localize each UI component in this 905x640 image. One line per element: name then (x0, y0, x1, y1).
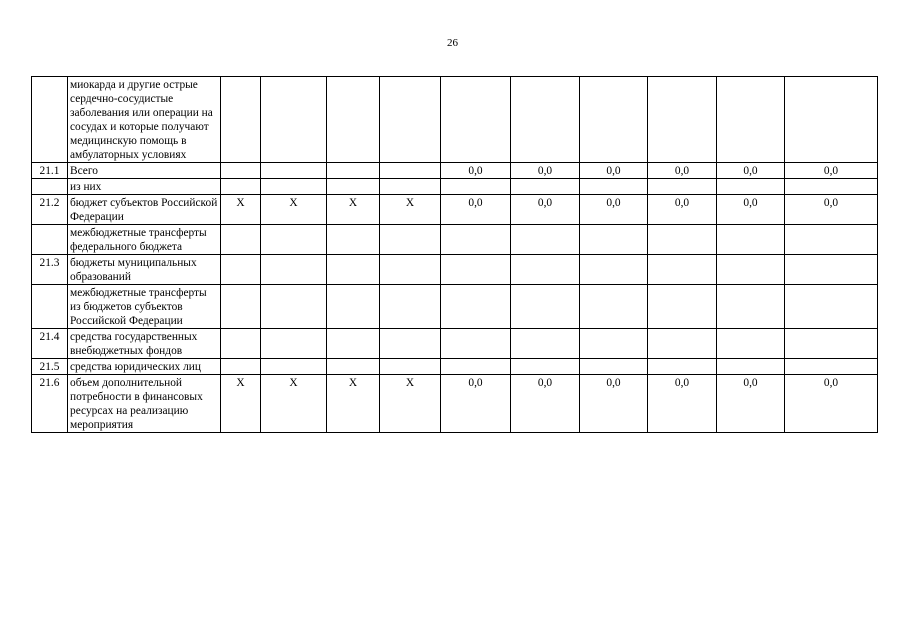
row-label: средства юридических лиц (68, 359, 221, 375)
value-cell (511, 359, 580, 375)
value-cell (221, 255, 261, 285)
row-label: межбюджетные трансферты из бюджетов субъектов Российской Федерации (68, 285, 221, 329)
value-cell (580, 179, 648, 195)
value-cell (648, 359, 717, 375)
value-cell (785, 179, 878, 195)
table-body (32, 77, 878, 433)
row-number: 21.5 (32, 359, 68, 375)
value-cell (221, 77, 261, 163)
value-cell: X (327, 195, 380, 225)
value-cell (785, 329, 878, 359)
row-label: из них (68, 179, 221, 195)
value-cell (580, 359, 648, 375)
value-cell (717, 179, 785, 195)
value-cell (717, 329, 785, 359)
value-cell (785, 77, 878, 163)
value-cell (648, 255, 717, 285)
value-cell (648, 179, 717, 195)
table-row (32, 375, 878, 433)
value-cell (261, 285, 327, 329)
table-row (32, 77, 878, 163)
value-cell: 0,0 (441, 375, 511, 433)
value-cell (221, 163, 261, 179)
value-cell (648, 225, 717, 255)
row-label: средства государственных внебюджетных фондов (68, 329, 221, 359)
value-cell (380, 255, 441, 285)
value-cell (717, 359, 785, 375)
value-cell (717, 77, 785, 163)
value-cell (261, 359, 327, 375)
value-cell: 0,0 (648, 195, 717, 225)
value-cell: X (380, 375, 441, 433)
value-cell (261, 225, 327, 255)
value-cell: 0,0 (580, 195, 648, 225)
value-cell (261, 255, 327, 285)
value-cell (580, 255, 648, 285)
value-cell (327, 77, 380, 163)
row-number: 21.3 (32, 255, 68, 285)
value-cell: X (261, 195, 327, 225)
table-row (32, 179, 878, 195)
row-label: миокарда и другие острые сердечно-сосудистые заболевания или операции на сосудах и которые получают медицинскую помощь в амбулаторных условиях (68, 77, 221, 163)
budget-table (31, 76, 878, 433)
value-cell (511, 255, 580, 285)
value-cell (785, 285, 878, 329)
value-cell (221, 285, 261, 329)
page-number: 26 (447, 37, 458, 49)
value-cell: 0,0 (441, 163, 511, 179)
value-cell (441, 359, 511, 375)
value-cell: X (221, 195, 261, 225)
row-number (32, 225, 68, 255)
value-cell (380, 225, 441, 255)
value-cell (580, 77, 648, 163)
row-number: 21.1 (32, 163, 68, 179)
value-cell (327, 329, 380, 359)
value-cell: X (327, 375, 380, 433)
value-cell (327, 255, 380, 285)
table-row (32, 255, 878, 285)
value-cell (717, 255, 785, 285)
value-cell (441, 179, 511, 195)
value-cell (511, 179, 580, 195)
value-cell (511, 329, 580, 359)
value-cell (785, 359, 878, 375)
table-row (32, 359, 878, 375)
value-cell (511, 225, 580, 255)
value-cell (648, 77, 717, 163)
table-row (32, 285, 878, 329)
value-cell (380, 163, 441, 179)
value-cell (261, 163, 327, 179)
value-cell (511, 285, 580, 329)
value-cell: 0,0 (717, 195, 785, 225)
value-cell (580, 329, 648, 359)
table-row (32, 163, 878, 179)
value-cell (327, 225, 380, 255)
table-row (32, 195, 878, 225)
value-cell (580, 285, 648, 329)
value-cell: 0,0 (648, 375, 717, 433)
value-cell (380, 329, 441, 359)
table-row (32, 225, 878, 255)
value-cell: 0,0 (785, 163, 878, 179)
value-cell: 0,0 (511, 163, 580, 179)
value-cell: 0,0 (511, 375, 580, 433)
value-cell: 0,0 (785, 195, 878, 225)
value-cell (221, 225, 261, 255)
row-number (32, 285, 68, 329)
row-label: объем дополнительной потребности в финансовых ресурсах на реализацию мероприятия (68, 375, 221, 433)
value-cell: X (380, 195, 441, 225)
value-cell: 0,0 (648, 163, 717, 179)
value-cell (441, 329, 511, 359)
value-cell (261, 179, 327, 195)
value-cell (441, 225, 511, 255)
value-cell (717, 225, 785, 255)
value-cell (441, 77, 511, 163)
value-cell (648, 329, 717, 359)
value-cell: X (261, 375, 327, 433)
value-cell (648, 285, 717, 329)
value-cell (327, 179, 380, 195)
row-number (32, 179, 68, 195)
row-label: бюджеты муниципальных образований (68, 255, 221, 285)
value-cell (380, 77, 441, 163)
value-cell: X (221, 375, 261, 433)
value-cell: 0,0 (580, 375, 648, 433)
value-cell (327, 359, 380, 375)
value-cell (327, 163, 380, 179)
value-cell (380, 179, 441, 195)
value-cell (261, 77, 327, 163)
value-cell (380, 285, 441, 329)
value-cell (441, 255, 511, 285)
value-cell (441, 285, 511, 329)
value-cell (511, 77, 580, 163)
value-cell (380, 359, 441, 375)
value-cell: 0,0 (785, 375, 878, 433)
row-label: бюджет субъектов Российской Федерации (68, 195, 221, 225)
value-cell: 0,0 (511, 195, 580, 225)
row-number (32, 77, 68, 163)
value-cell (785, 255, 878, 285)
value-cell (221, 329, 261, 359)
value-cell (717, 285, 785, 329)
row-number: 21.4 (32, 329, 68, 359)
value-cell (785, 225, 878, 255)
value-cell: 0,0 (717, 375, 785, 433)
row-number: 21.2 (32, 195, 68, 225)
value-cell (327, 285, 380, 329)
value-cell (221, 179, 261, 195)
table-row (32, 329, 878, 359)
value-cell: 0,0 (580, 163, 648, 179)
row-label: Всего (68, 163, 221, 179)
value-cell: 0,0 (717, 163, 785, 179)
row-number: 21.6 (32, 375, 68, 433)
value-cell (221, 359, 261, 375)
row-label: межбюджетные трансферты федерального бюджета (68, 225, 221, 255)
value-cell: 0,0 (441, 195, 511, 225)
value-cell (580, 225, 648, 255)
value-cell (261, 329, 327, 359)
